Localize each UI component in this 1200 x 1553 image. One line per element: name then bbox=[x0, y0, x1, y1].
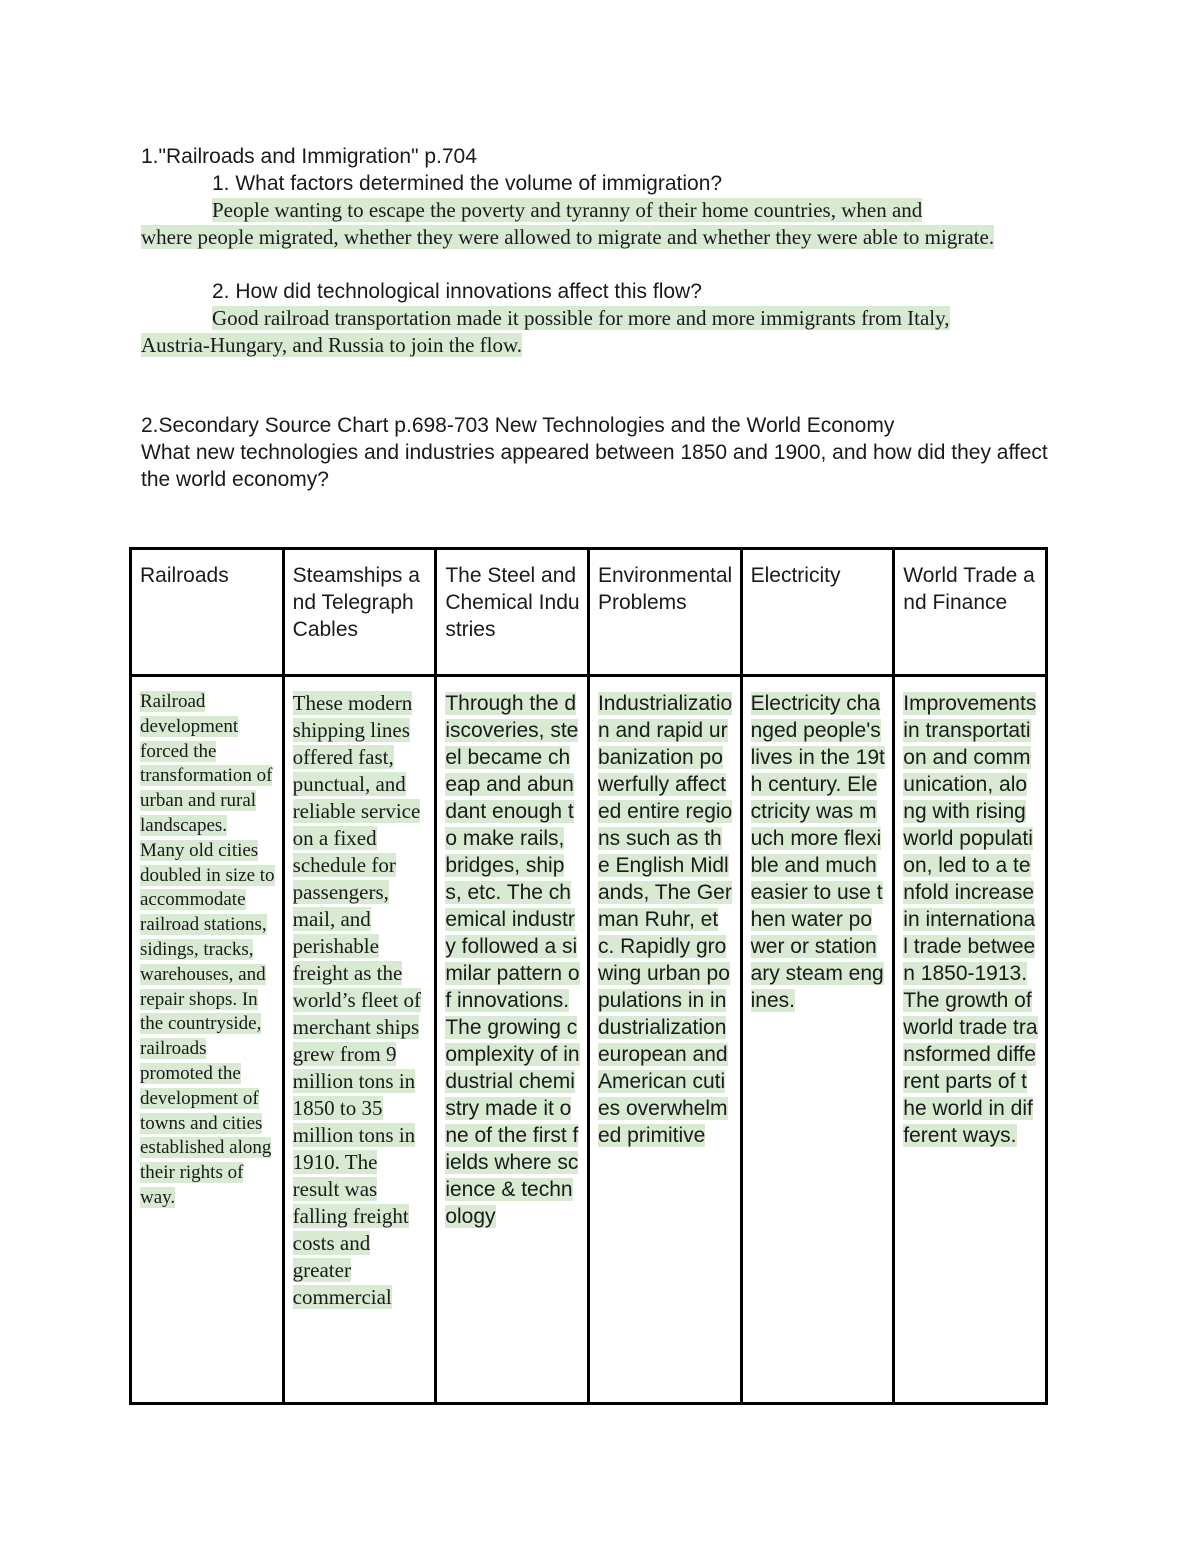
header-cell-steel-chemical: The Steel and Chemical Industries bbox=[436, 549, 589, 676]
body-cell-railroads: Railroad development forced the transformation of urban and rural landscapes. Many old cities doubled in size to accommodate railroad stations, sidings, tracks, warehouses, and repair shops. In the countryside, railroads promoted the development of towns and cities established along their rights of way. bbox=[131, 676, 284, 1404]
body-cell-steel-chemical: Through the discoveries, steel became cheap and abundant enough to make rails, bridges, ships, etc. The chemical industry followed a similar pattern of innovations. The growing complexity of industrial chemistry made it one of the first fields where science & technology bbox=[436, 676, 589, 1404]
header-cell-environmental: Environmental Problems bbox=[588, 549, 741, 676]
table-header-row bbox=[131, 549, 1047, 676]
section-railroads-immigration bbox=[141, 143, 1041, 359]
section1-heading: 1."Railroads and Immigration" p.704 bbox=[141, 145, 477, 168]
question-1: 1. What factors determined the volume of immigration? bbox=[212, 172, 723, 195]
source-chart-table bbox=[129, 547, 1048, 1405]
header-cell-electricity: Electricity bbox=[741, 549, 894, 676]
answer-1-lead: People wanting to escape the poverty and tyranny of their home countries, when and bbox=[212, 198, 923, 222]
body-cell-electricity: Electricity changed people's lives in the 19th century. Electricity was much more flexible and much easier to use then water power or stationary steam engines. bbox=[741, 676, 894, 1404]
answer-2-rest: Austria-Hungary, and Russia to join the flow. bbox=[141, 333, 523, 357]
header-cell-world-trade: World Trade and Finance bbox=[894, 549, 1047, 676]
body-cell-environmental: Industrialization and rapid urbanization powerfully affected entire regions such as the English Midlands, The German Ruhr, etc. Rapidly growing urban populations in industrialization european and American cuties overwhelmed primitive bbox=[588, 676, 741, 1404]
section2-heading: 2.Secondary Source Chart p.698-703 New Technologies and the World Economy bbox=[141, 414, 895, 437]
header-cell-railroads: Railroads bbox=[131, 549, 284, 676]
table-body-row bbox=[131, 676, 1047, 1404]
answer-2 bbox=[141, 305, 1041, 359]
question-2: 2. How did technological innovations affect this flow? bbox=[212, 280, 702, 303]
section2-question: What new technologies and industries appeared between 1850 and 1900, and how did they affect the world economy? bbox=[141, 441, 1048, 491]
answer-1-rest: where people migrated, whether they were allowed to migrate and whether they were able to migrate. bbox=[141, 225, 995, 249]
answer-2-lead: Good railroad transportation made it possible for more and more immigrants from Italy, bbox=[212, 306, 950, 330]
header-cell-steamships: Steamships and Telegraph Cables bbox=[283, 549, 436, 676]
body-cell-world-trade: Improvements in transportation and communication, along with rising world population, led to a tenfold increase in international trade between 1850-1913. The growth of world trade transformed different parts of the world in different ways. bbox=[894, 676, 1047, 1404]
section-source-chart bbox=[141, 412, 1061, 493]
body-cell-steamships: These modern shipping lines offered fast, punctual, and reliable service on a fixed schedule for passengers, mail, and perishable freight as the world’s fleet of merchant ships grew from 9 million tons in 1850 to 35 million tons in 1910. The result was falling freight costs and greater commercial bbox=[283, 676, 436, 1404]
answer-1 bbox=[141, 197, 1041, 251]
